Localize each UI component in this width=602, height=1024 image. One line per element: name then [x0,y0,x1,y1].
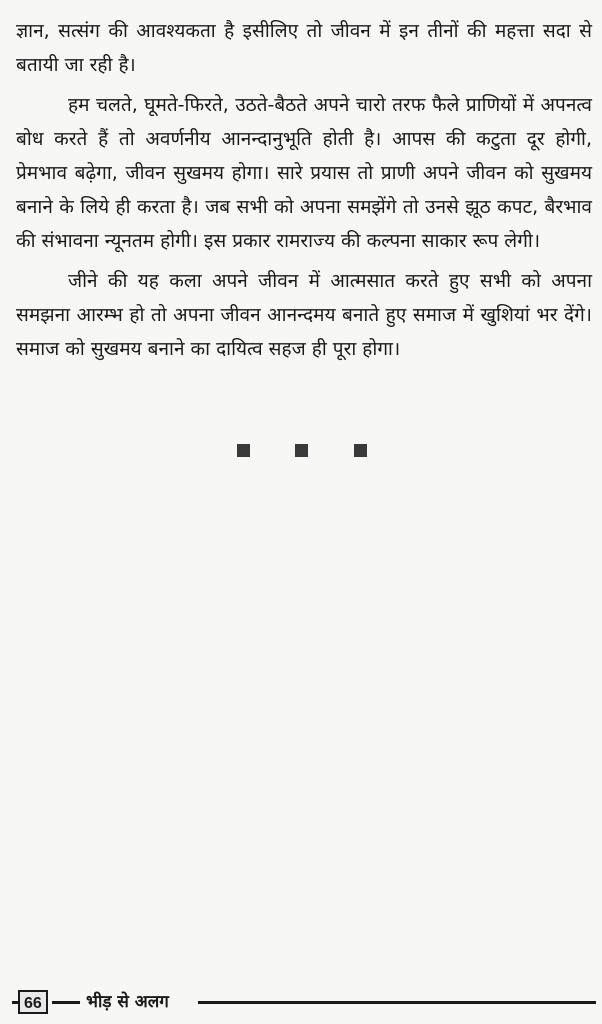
paragraph-3: जीने की यह कला अपने जीवन में आत्मसात करते हुए सभी को अपना समझना आरम्भ हो तो अपना जीवन आनन्दमय बनाते हुए समाज में खुशियां भर देंगे। समाज को सुखमय बनाने का दायित्व सहज ही पूरा होगा। [16,270,592,360]
running-title: भीड़ से अलग [86,992,169,1012]
body-text [16,14,592,366]
separator-square-icon [237,444,250,457]
section-separator [0,444,602,460]
paragraph-2: हम चलते, घूमते-फिरते, उठते-बैठते अपने चारो तरफ फैले प्राणियों में अपनत्व बोध करते हैं तो अवर्णनीय आनन्दानुभूति होती है। आपस की कटुता दूर होगी, प्रेमभाव बढ़ेगा, जीवन सुखमय होगा। सारे प्रयास तो प्राणी अपने जीवन को सुखमय बनाने के लिये ही करता है। जब सभी को अपना समझेंगे तो उनसे झूठ कपट, बैरभाव की संभावना न्यूनतम होगी। इस प्रकार रामराज्य की कल्पना साकार रूप लेगी। [16,94,592,252]
separator-square-icon [354,444,367,457]
page-footer [12,990,596,1014]
separator-square-icon [295,444,308,457]
footer-rule-right [198,1001,596,1004]
paragraph-continuation: ज्ञान, सत्संग की आवश्यकता है इसीलिए तो जीवन में इन तीनों की महत्ता सदा से बतायी जा रही है। [16,20,592,76]
footer-rule-mid [52,1001,80,1004]
page-number: 66 [18,990,48,1014]
